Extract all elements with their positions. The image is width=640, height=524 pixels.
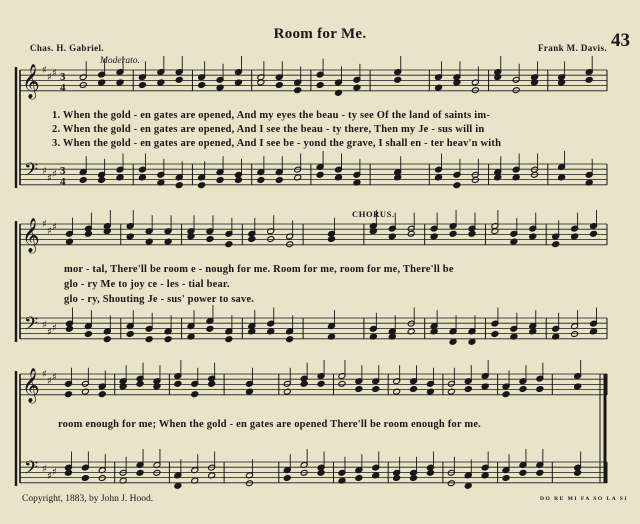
sharp-sign: ♯ (52, 169, 57, 180)
bass-clef: 𝄢 (24, 160, 39, 185)
note-head (519, 469, 527, 476)
lyric-line-s2-v3: glo - ry, Shouting Je - sus' power to save. (64, 294, 255, 305)
note-head (355, 475, 363, 482)
time-signature: 3 (60, 71, 66, 83)
note-head (464, 482, 472, 489)
note-head (449, 338, 457, 345)
note-head (175, 182, 183, 189)
note-head (427, 469, 435, 476)
note-head (248, 236, 256, 243)
sharp-sign: ♯ (47, 327, 52, 338)
note-head (65, 469, 73, 476)
lyric-line-s1-v2: 2. When the gold - en gates are opened, And I see the beau - ty there, Then my Je - sus will in (52, 124, 485, 135)
note-head (139, 82, 147, 89)
time-signature: 3 (60, 165, 66, 177)
note-head (316, 82, 324, 89)
note-head (552, 241, 560, 248)
note-head (491, 331, 499, 338)
note-head (574, 469, 582, 476)
note-head (449, 230, 457, 237)
note-head (590, 230, 598, 237)
note-head (286, 336, 294, 343)
composer-credit: Chas. H. Gabriel. (30, 43, 105, 53)
lyric-line-s3-v1: room enough for me; When the gold - en gates are opened There'll be room enough for me. (58, 419, 481, 430)
sharp-sign: ♯ (47, 471, 52, 482)
note-head (531, 171, 539, 178)
note-head (468, 230, 476, 237)
note-head (502, 391, 510, 398)
note-head (294, 87, 302, 94)
sharp-sign: ♯ (42, 464, 47, 475)
sharp-sign: ♯ (42, 369, 47, 380)
note-head (317, 469, 325, 476)
sharp-sign: ♯ (42, 219, 47, 230)
note-head (316, 171, 324, 178)
note-head (585, 76, 593, 83)
note-head (464, 386, 472, 393)
note-head (286, 241, 294, 248)
page-number: 43 (611, 30, 630, 51)
note-head (407, 230, 415, 237)
sharp-sign: ♯ (47, 376, 52, 387)
bass-clef: 𝄢 (24, 314, 39, 339)
note-head (447, 480, 455, 487)
note-head (453, 182, 461, 189)
note-head (81, 475, 89, 482)
note-head (208, 380, 216, 387)
note-head (257, 177, 265, 184)
note-head (136, 380, 144, 387)
lyric-line-s1-v3: 3. When the gold - en gates are opened, And I see be - yond the grave, I shall en - ter heav'n with (52, 138, 502, 149)
lyricist-credit: Frank M. Davis. (538, 43, 607, 53)
note-head (502, 475, 510, 482)
sharp-sign: ♯ (52, 68, 57, 79)
note-head (300, 380, 308, 387)
note-head (235, 177, 243, 184)
note-head (275, 82, 283, 89)
note-head (206, 325, 214, 332)
sharp-sign: ♯ (52, 372, 57, 383)
note-head (468, 338, 476, 345)
note-head (198, 182, 206, 189)
lyric-line-s2-v2: glo - ry Me to joy ce - les - tial bear. (64, 279, 230, 290)
note-head (79, 82, 87, 89)
note-head (103, 336, 111, 343)
time-signature: 4 (60, 82, 66, 94)
note-head (512, 87, 520, 94)
note-head (98, 391, 106, 398)
sharp-sign: ♯ (47, 72, 52, 83)
note-head (84, 230, 92, 237)
note-head (471, 87, 479, 94)
note-head (216, 177, 224, 184)
sharp-sign: ♯ (47, 173, 52, 184)
lyric-line-s2-v1: mor - tal, There'll be room e - nough for me. Room for me, room for me, There'll be (64, 264, 454, 275)
note-head (79, 177, 87, 184)
note-head (225, 241, 233, 248)
note-head (65, 391, 73, 398)
note-head (519, 386, 527, 393)
note-head (317, 380, 325, 387)
note-head (275, 177, 283, 184)
note-head (191, 391, 199, 398)
note-head (246, 480, 254, 487)
lyric-line-s1-v1: 1. When the gold - en gates are opened, And my eyes the beau - ty see Of the land of saints im- (52, 110, 491, 121)
time-signature: 4 (60, 176, 66, 188)
sharp-sign: ♯ (42, 320, 47, 331)
note-head (84, 331, 92, 338)
note-head (372, 386, 380, 393)
note-head (126, 331, 134, 338)
note-head (410, 386, 418, 393)
note-head (393, 475, 401, 482)
note-head (536, 386, 544, 393)
note-head (145, 336, 153, 343)
note-head (394, 76, 402, 83)
note-head (328, 236, 336, 243)
solfege-syllables: DO RE MI FA SO LA SI (540, 496, 628, 502)
note-head (174, 482, 182, 489)
treble-clef: 𝄞 (22, 368, 40, 403)
note-head (355, 386, 363, 393)
note-head (174, 380, 182, 387)
chorus-label: CHORUS. (352, 209, 395, 219)
sharp-sign: ♯ (42, 65, 47, 76)
note-head (267, 236, 275, 243)
note-head (338, 380, 346, 387)
note-head (410, 475, 418, 482)
note-head (198, 82, 206, 89)
hymn-title: Room for Me. (273, 26, 367, 42)
note-head (66, 325, 74, 332)
copyright-notice: Copyright, 1883, by John J. Hood. (22, 494, 154, 504)
tempo-marking: Moderato. (100, 56, 140, 66)
note-head (225, 336, 233, 343)
sharp-sign: ♯ (42, 166, 47, 177)
note-head (98, 177, 106, 184)
treble-clef: 𝄞 (22, 64, 40, 99)
note-head (206, 236, 214, 243)
sharp-sign: ♯ (52, 467, 57, 478)
treble-clef: 𝄞 (22, 218, 40, 253)
sharp-sign: ♯ (52, 323, 57, 334)
bass-clef: 𝄢 (24, 458, 39, 483)
sharp-sign: ♯ (52, 222, 57, 233)
note-head (175, 76, 183, 83)
note-head (136, 469, 144, 476)
note-head (164, 336, 172, 343)
sharp-sign: ♯ (47, 226, 52, 237)
note-head (283, 475, 291, 482)
note-head (536, 469, 544, 476)
